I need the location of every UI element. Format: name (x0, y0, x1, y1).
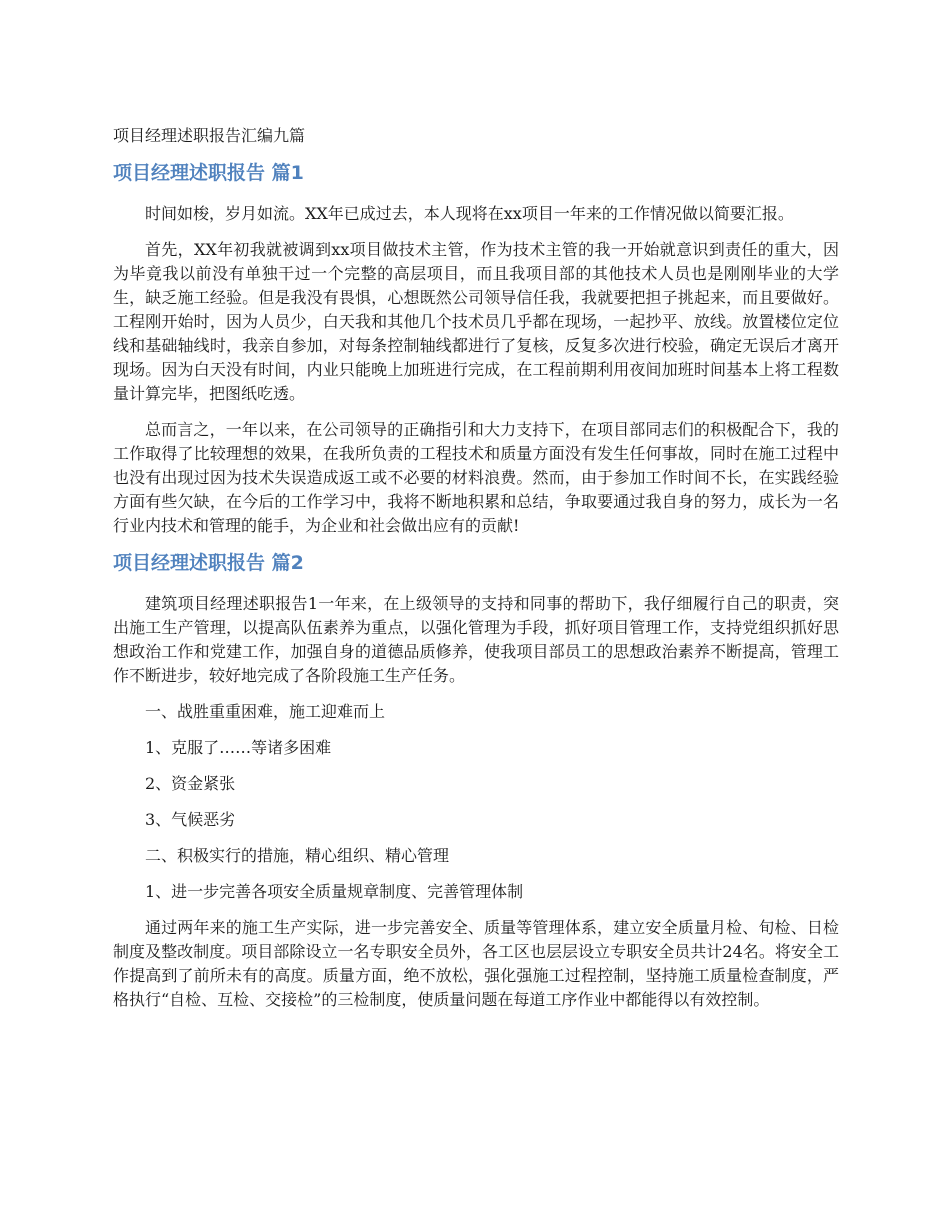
document-title: 项目经理述职报告汇编九篇 (113, 126, 306, 145)
document-page (113, 124, 839, 1024)
paragraph: 时间如梭，岁月如流。XX年已成过去，本人现将在xx项目一年来的工作情况做以简要汇报。 (145, 204, 794, 223)
paragraph: 建筑项目经理述职报告1一年来，在上级领导的支持和同事的帮助下，我仔细履行自己的职责，突出施工生产管理，以提高队伍素养为重点，以强化管理为手段，抓好项目管理工作，支持党组织抓好思想政治工作和党建工作，加强自身的道德品质修养，使我项目部员工的思想政治素养不断提高，管理工作不断进步，较好地完成了各阶段施工生产任务。 (113, 594, 839, 685)
paragraph: 总而言之，一年以来，在公司领导的正确指引和大力支持下，在项目部同志们的积极配合下，我的工作取得了比较理想的效果，在我所负责的工程技术和质量方面没有发生任何事故，同时在施工过程中也没有出现过因为技术失误造成返工或不必要的材料浪费。然而，由于参加工作时间不长，在实践经验方面有些欠缺，在今后的工作学习中，我将不断地积累和总结，争取要通过我自身的努力，成长为一名行业内技术和管理的能手，为企业和社会做出应有的贡献! (113, 420, 839, 535)
list-item: 二、积极实行的措施，精心组织、精心管理 (145, 846, 450, 865)
paragraph: 通过两年来的施工生产实际，进一步完善安全、质量等管理体系，建立安全质量月检、旬检、日检制度及整改制度。项目部除设立一名专职安全员外，各工区也层层设立专职安全员共计24名。将安全工作提高到了前所未有的高度。质量方面，绝不放松，强化强施工过程控制，坚持施工质量检查制度，严格执行“自检、互检、交接检”的三检制度，使质量问题在每道工序作业中都能得以有效控制。 (113, 918, 839, 1009)
list-item: 3、气候恶劣 (145, 810, 236, 829)
section-heading-2: 项目经理述职报告 篇2 (113, 552, 304, 574)
list-item: 1、进一步完善各项安全质量规章制度、完善管理体制 (145, 882, 524, 901)
list-item: 1、克服了……等诸多困难 (145, 738, 332, 757)
list-item: 一、战胜重重困难，施工迎难而上 (145, 702, 386, 721)
paragraph: 首先，XX年初我就被调到xx项目做技术主管，作为技术主管的我一开始就意识到责任的重大，因为毕竟我以前没有单独干过一个完整的高层项目，而且我项目部的其他技术人员也是刚刚毕业的大学生，缺乏施工经验。但是我没有畏惧，心想既然公司领导信任我，我就要把担子挑起来，而且要做好。工程刚开始时，因为人员少，白天我和其他几个技术员几乎都在现场，一起抄平、放线。放置楼位定位线和基础轴线时，我亲自参加，对每条控制轴线都进行了复核，反复多次进行校验，确定无误后才离开现场。因为白天没有时间，内业只能晚上加班进行完成，在工程前期利用夜间加班时间基本上将工程数量计算完毕，把图纸吃透。 (113, 240, 839, 403)
list-item: 2、资金紧张 (145, 774, 236, 793)
section-heading-1: 项目经理述职报告 篇1 (113, 162, 304, 184)
